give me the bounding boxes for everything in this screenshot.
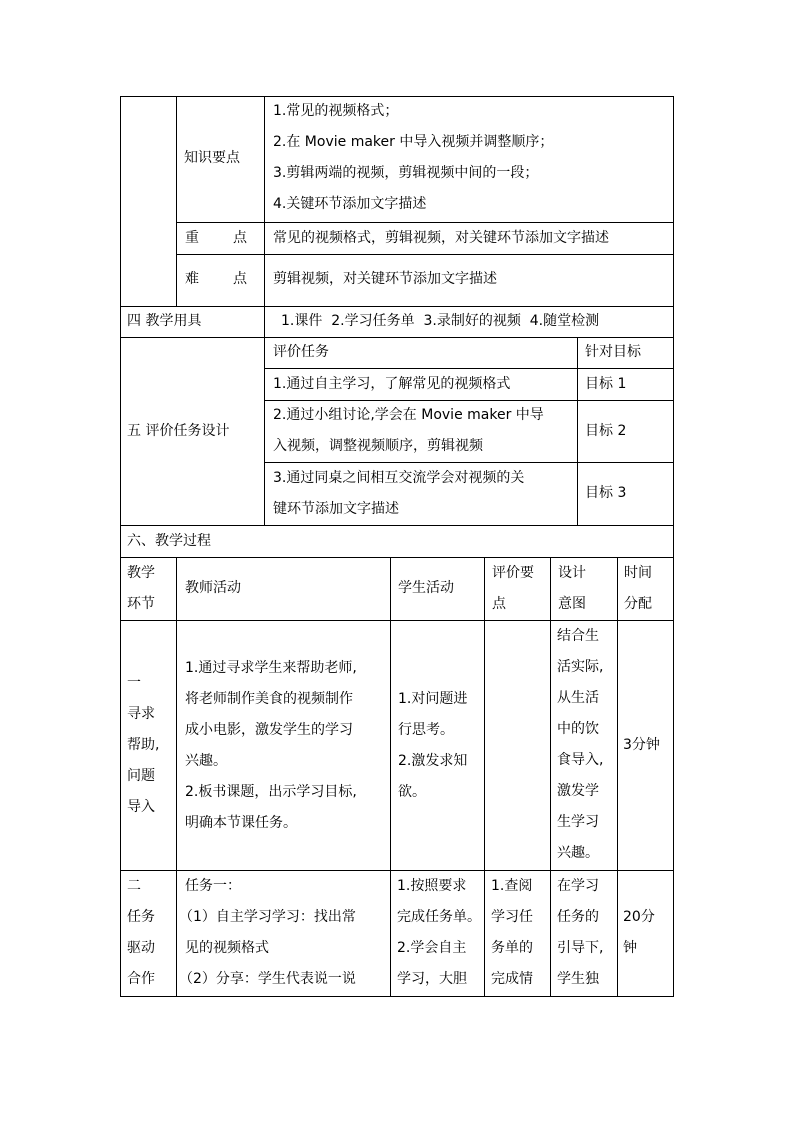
- row1-student-4: 欲。: [398, 784, 426, 800]
- rule-after-section6-title: [120, 557, 674, 558]
- knowledge-item-1: 1.常见的视频格式；: [273, 103, 399, 119]
- difficulty-text: 剪辑视频，对关键环节添加文字描述: [273, 271, 497, 287]
- key-point-label-a: 重: [185, 230, 199, 246]
- section5-row1-target: 目标 1: [585, 376, 627, 392]
- row2-design-3: 引导下,: [557, 940, 604, 956]
- knowledge-item-3: 3.剪辑两端的视频，剪辑视频中间的一段；: [273, 165, 539, 181]
- table-border-right: [673, 96, 674, 997]
- row2-teacher-2: （1）自主学习学习：找出常: [179, 909, 356, 925]
- header-eval-line1: 评价要: [492, 565, 534, 581]
- key-point-label: [185, 223, 247, 254]
- row1-stage-1: 一: [127, 675, 141, 691]
- row1-teacher-2: 将老师制作美食的视频制作: [185, 691, 353, 707]
- section5-header-target: 针对目标: [585, 344, 641, 360]
- row1-teacher-1: 1.通过寻求学生来帮助老师,: [185, 660, 357, 676]
- row1-design-8: 兴趣。: [557, 845, 599, 861]
- rule-s6-col5: [617, 557, 618, 996]
- row2-time-1: 20分: [623, 909, 655, 925]
- row2-eval-1: 1.查阅: [491, 878, 533, 894]
- row1-student-1: 1.对问题进: [398, 691, 468, 707]
- row1-teacher-3: 成小电影，激发学生的学习: [185, 722, 353, 738]
- rule-s5-target-col: [577, 337, 578, 525]
- row1-stage-4: 问题: [127, 768, 155, 784]
- row2-stage-1: 二: [127, 878, 141, 894]
- section5-row3-task-line1: 3.通过同桌之间相互交流学会对视频的关: [273, 470, 525, 486]
- row1-stage-3: 帮助,: [127, 737, 160, 753]
- header-student: 学生活动: [398, 580, 454, 596]
- key-point-text: 常见的视频格式，剪辑视频，对关键环节添加文字描述: [273, 230, 609, 246]
- header-stage-line1: 教学: [127, 565, 155, 581]
- row2-student-4: 学习，大胆: [397, 971, 467, 987]
- row1-student-3: 2.激发求知: [398, 753, 468, 769]
- rule-bottom: [120, 996, 674, 997]
- header-design-line2: 意图: [558, 596, 586, 612]
- rule-s6-col2: [390, 557, 391, 996]
- row1-design-4: 中的饮: [557, 721, 599, 737]
- rule-after-keypoint: [177, 254, 674, 255]
- difficulty-label: [185, 264, 247, 295]
- row2-student-1: 1.按照要求: [397, 878, 467, 894]
- row1-student-2: 行思考。: [398, 722, 454, 738]
- row2-design-2: 任务的: [557, 909, 599, 925]
- header-teacher: 教师活动: [185, 580, 241, 596]
- knowledge-label: 知识要点: [184, 150, 240, 166]
- row1-design-3: 从生活: [557, 690, 599, 706]
- table-border-left: [120, 96, 121, 997]
- section5-row2-target: 目标 2: [585, 423, 627, 439]
- row1-design-2: 活实际,: [557, 659, 604, 675]
- rule-s6-col3: [484, 557, 485, 996]
- row2-design-1: 在学习: [557, 878, 599, 894]
- header-design-line1: 设计: [558, 565, 586, 581]
- header-time-line2: 分配: [624, 596, 652, 612]
- row2-eval-3: 务单的: [491, 940, 533, 956]
- row2-eval-4: 完成情: [491, 971, 533, 987]
- row2-teacher-3: 见的视频格式: [185, 940, 269, 956]
- row2-time-2: 钟: [623, 940, 637, 956]
- row1-design-7: 生学习: [557, 814, 599, 830]
- section5-label: 五 评价任务设计: [127, 423, 230, 439]
- section5-row3-task-line2: 键环节添加文字描述: [273, 501, 399, 517]
- rule-s6-col1: [176, 557, 177, 996]
- difficulty-label-a: 难: [185, 271, 199, 287]
- section5-header-task: 评价任务: [273, 344, 329, 360]
- section5-row3-target: 目标 3: [585, 485, 627, 501]
- knowledge-item-2: 2.在 Movie maker 中导入视频并调整顺序；: [273, 134, 554, 150]
- row1-teacher-5: 2.板书课题，出示学习目标,: [185, 784, 357, 800]
- row1-design-1: 结合生: [557, 628, 599, 644]
- header-time-line1: 时间: [624, 565, 652, 581]
- rule-s3-col2: [264, 96, 265, 306]
- rule-s3-col: [176, 96, 177, 306]
- row1-teacher-6: 明确本节课任务。: [185, 815, 297, 831]
- rule-s6-col4: [550, 557, 551, 996]
- section5-row2-task-line2: 入视频，调整视频顺序，剪辑视频: [273, 438, 483, 454]
- row2-teacher-4: （2）分享：学生代表说一说: [179, 971, 356, 987]
- section4-text: 1.课件 2.学习任务单 3.录制好的视频 4.随堂检测: [281, 313, 600, 329]
- row1-design-6: 激发学: [557, 783, 599, 799]
- row2-design-4: 学生独: [557, 971, 599, 987]
- row1-teacher-4: 兴趣。: [185, 753, 227, 769]
- row1-stage-5: 导入: [127, 799, 155, 815]
- rule-s5-col: [264, 337, 265, 525]
- section6-label: 六、教学过程: [127, 533, 211, 549]
- header-eval-line2: 点: [492, 596, 506, 612]
- row1-time: 3分钟: [623, 737, 660, 753]
- row2-eval-2: 学习任: [491, 909, 533, 925]
- rule-s4-col: [264, 306, 265, 337]
- key-point-label-b: 点: [233, 230, 247, 246]
- section5-row2-task-line1: 2.通过小组讨论,学会在 Movie maker 中导: [273, 407, 544, 423]
- row1-stage-2: 寻求: [127, 706, 155, 722]
- row2-student-2: 完成任务单。: [397, 909, 481, 925]
- row2-teacher-1: 任务一：: [185, 878, 241, 894]
- difficulty-label-b: 点: [233, 271, 247, 287]
- knowledge-item-4: 4.关键环节添加文字描述: [273, 196, 427, 212]
- section5-row1-task: 1.通过自主学习，了解常见的视频格式: [273, 376, 511, 392]
- row2-stage-3: 驱动: [127, 940, 155, 956]
- row2-student-3: 2.学会自主: [397, 940, 467, 956]
- header-stage-line2: 环节: [127, 596, 155, 612]
- row2-stage-2: 任务: [127, 909, 155, 925]
- section4-label: 四 教学用具: [127, 313, 202, 329]
- row2-stage-4: 合作: [127, 971, 155, 987]
- row1-design-5: 食导入,: [557, 752, 604, 768]
